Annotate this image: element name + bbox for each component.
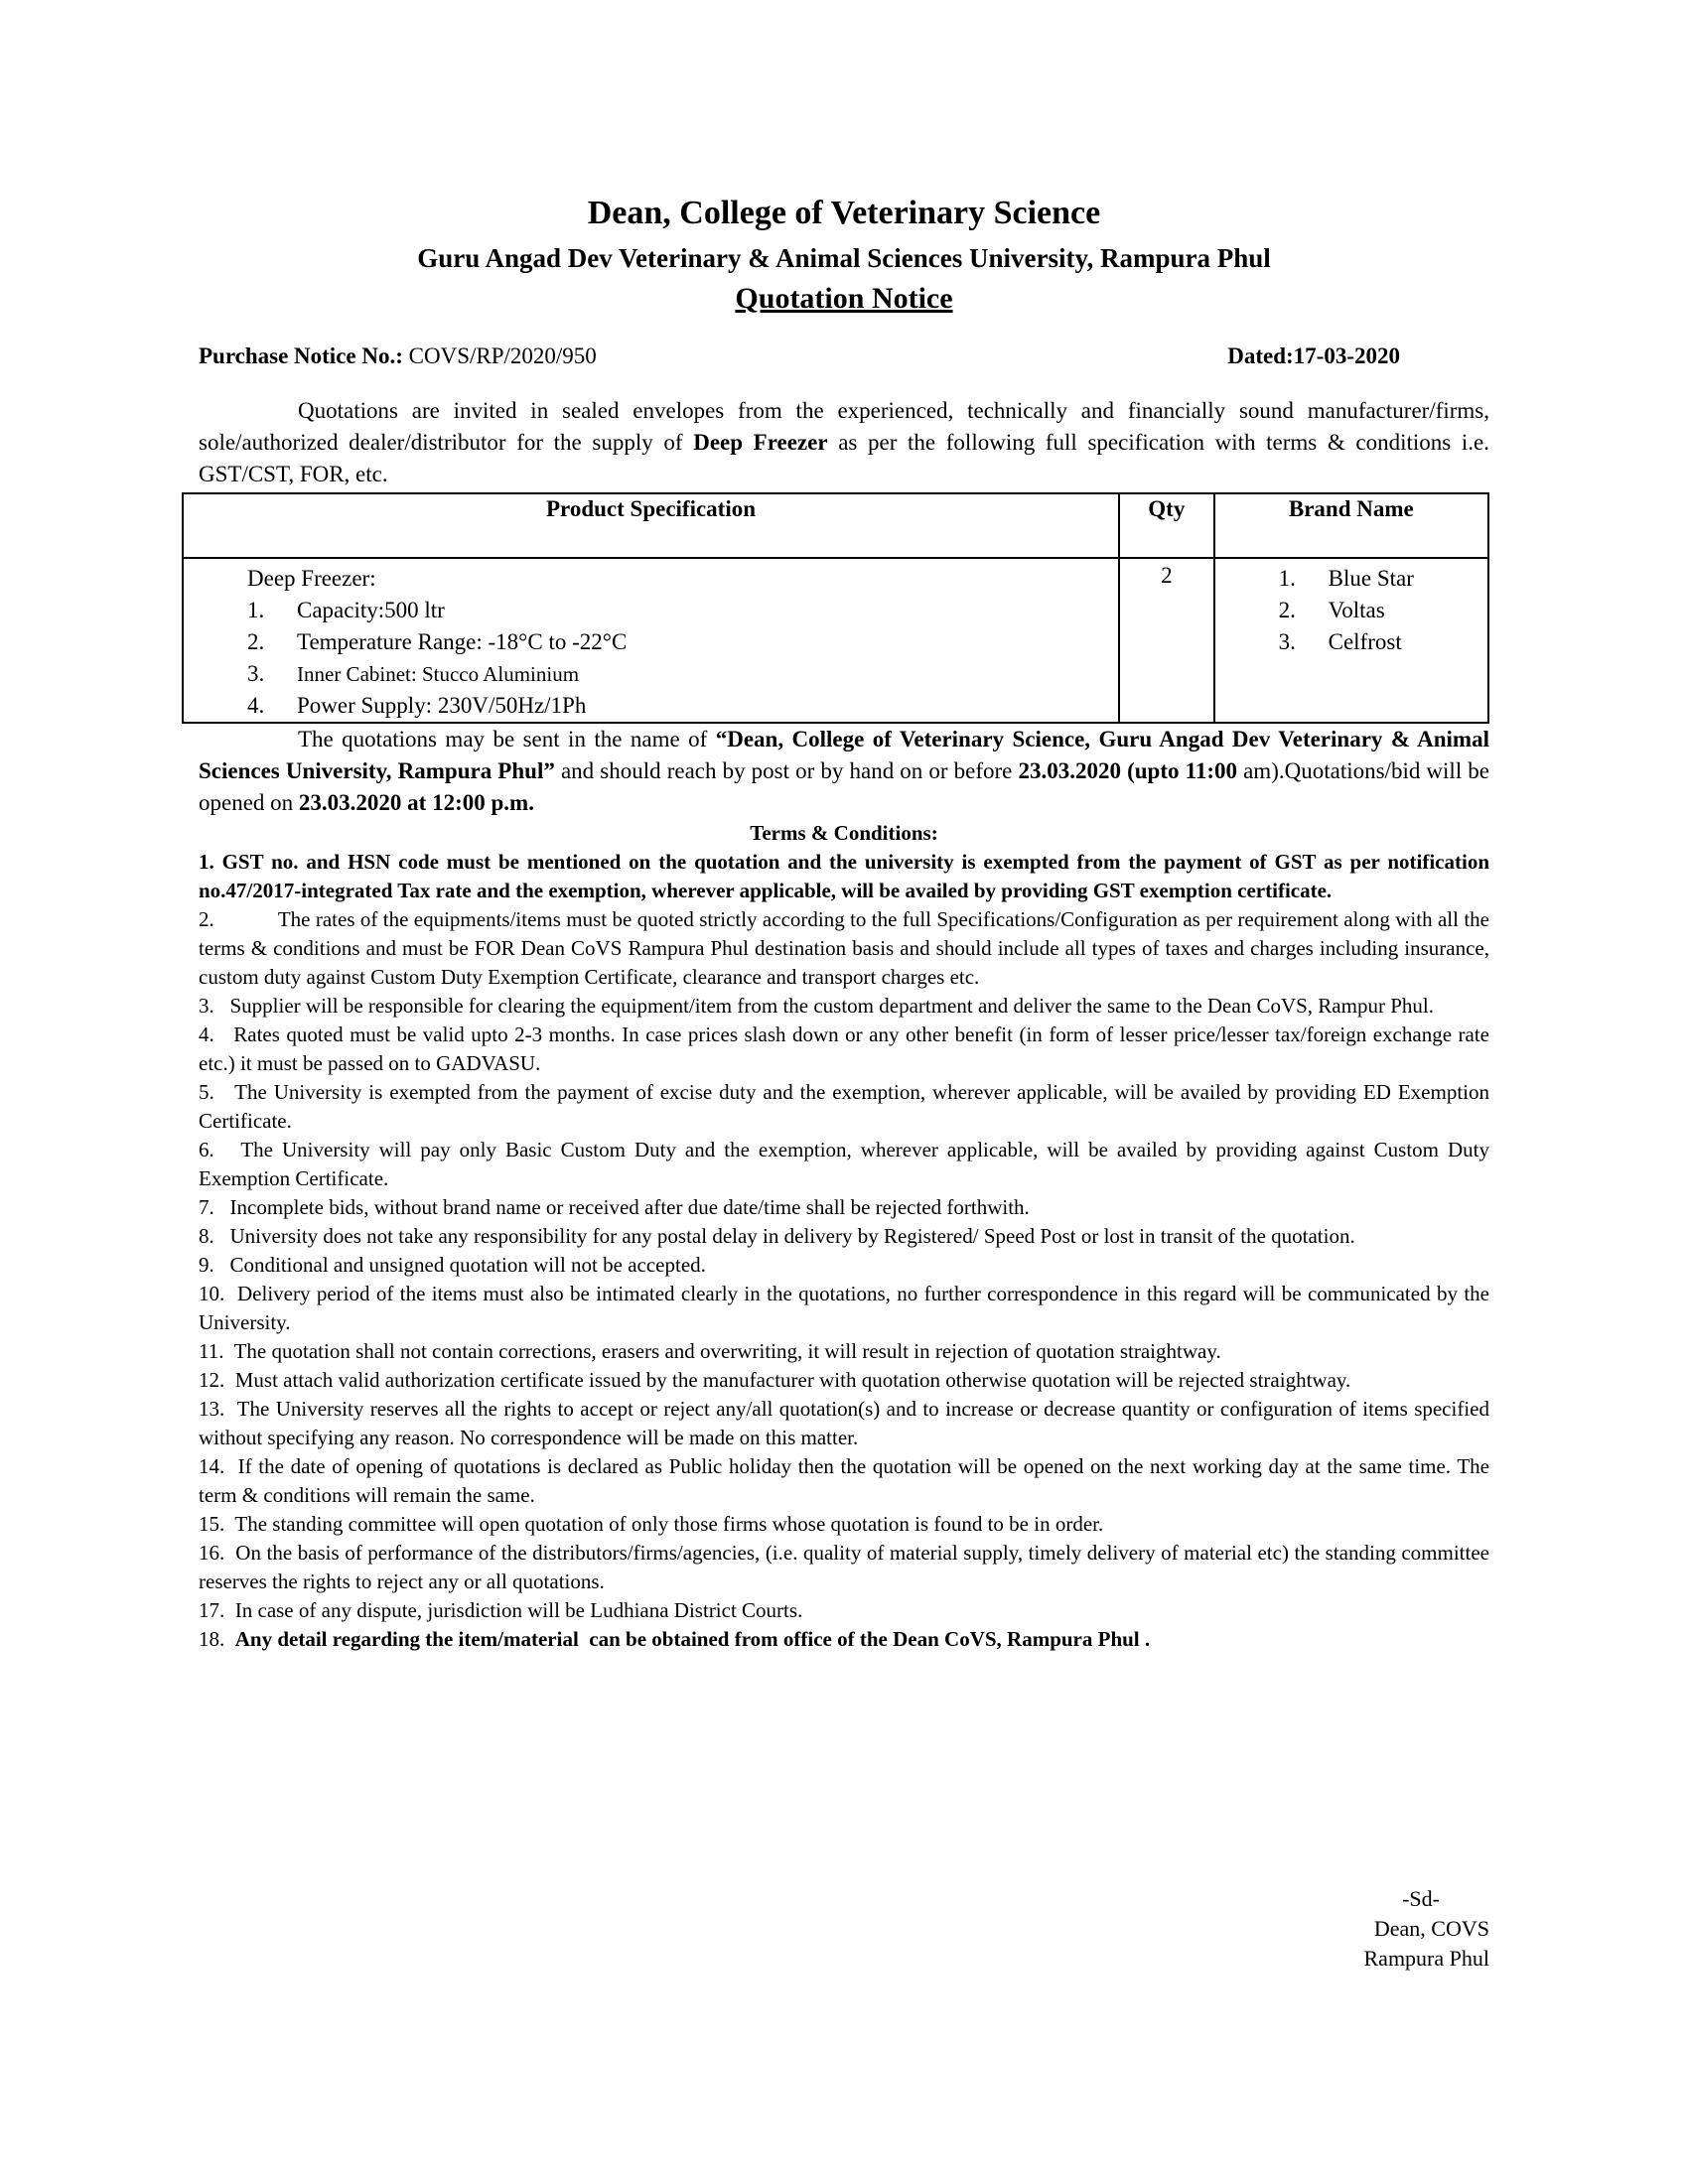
term-item: 11. The quotation shall not contain corrections, erasers and overwriting, it will result in rejection of quotation straightway. bbox=[199, 1339, 1221, 1364]
brand-item bbox=[1279, 626, 1487, 658]
header-qty: Qty bbox=[1119, 493, 1214, 558]
submission-paragraph bbox=[199, 724, 1489, 819]
document-title: Dean, College of Veterinary Science bbox=[587, 195, 1101, 231]
spec-number: 1. bbox=[247, 598, 265, 623]
notice-meta bbox=[199, 343, 1489, 369]
spec-item bbox=[247, 595, 1118, 626]
terms-list bbox=[199, 848, 1495, 1654]
term-item: 14. If the date of opening of quotations is declared as Public holiday then the quotation will be opened on the next working day at the same time. The term & conditions will remain the same. bbox=[199, 1454, 1495, 1508]
spec-number: 2. bbox=[247, 629, 265, 655]
purchase-label: Purchase Notice No.: bbox=[199, 343, 403, 369]
spec-item bbox=[247, 626, 1118, 658]
term-18-number: 18. bbox=[199, 1627, 235, 1652]
term-item: 12. Must attach valid authorization certificate issued by the manufacturer with quotation otherwise quotation will be rejected straightway. bbox=[199, 1368, 1351, 1393]
term-item: 8. University does not take any responsibility for any postal delay in delivery by Registered/ Speed Post or lost in transit of the quotation. bbox=[199, 1224, 1355, 1249]
brand-number: 2. bbox=[1278, 598, 1296, 623]
submission-text-1: The quotations may be sent in the name of bbox=[298, 727, 716, 752]
term-item: 16. On the basis of performance of the distributors/firms/agencies, (i.e. quality of material supply, timely delivery of material etc) the standing committee reserves the rights to reject any or all quotations. bbox=[199, 1541, 1495, 1594]
signature-sd: -Sd- bbox=[1402, 1886, 1440, 1911]
intro-item: Deep Freezer bbox=[693, 430, 828, 456]
table-row bbox=[183, 558, 1488, 723]
submission-text-3: am).Quotations/bid will be opened on bbox=[199, 758, 1490, 816]
term-item: 10. Delivery period of the items must also be intimated clearly in the quotations, no further correspondence in this regard will be communicated by the University. bbox=[199, 1282, 1495, 1335]
term-item: 17. In case of any dispute, jurisdiction will be Ludhiana District Courts. bbox=[199, 1598, 803, 1623]
spec-number: 3. bbox=[247, 661, 265, 687]
brand-cell bbox=[1214, 558, 1488, 723]
header-product-specification: Product Specification bbox=[183, 493, 1119, 558]
submission-text-2: and should reach by post or by hand on or before bbox=[554, 758, 1019, 784]
brand-number: 3. bbox=[1278, 629, 1296, 655]
brand-text: Celfrost bbox=[1328, 629, 1402, 655]
term-item: 4. Rates quoted must be valid upto 2-3 months. In case prices slash down or any other benefit (in form of lesser price/lesser tax/foreign exchange rate etc.) it must be passed on to GADVASU. bbox=[199, 1023, 1495, 1076]
term-item: 5. The University is exempted from the payment of excise duty and the exemption, wherever applicable, will be availed by providing ED Exemption Certificate. bbox=[199, 1080, 1495, 1134]
term-item: 2. The rates of the equipments/items must be quoted strictly according to the full Specifications/Configuration as per requirement along with all the terms & conditions and must be FOR Dean CoVS Rampura Phul destination basis and should include all types of taxes and charges including insurance, custom duty against Custom Duty Exemption Certificate, clearance and transport charges etc. bbox=[199, 907, 1495, 990]
term-item: 9. Conditional and unsigned quotation will not be accepted. bbox=[199, 1253, 706, 1278]
notice-date: Dated:17-03-2020 bbox=[1227, 343, 1400, 369]
product-specification-cell bbox=[183, 558, 1119, 723]
brand-text: Blue Star bbox=[1328, 566, 1414, 592]
terms-heading: Terms & Conditions: bbox=[750, 821, 938, 846]
spec-item bbox=[247, 658, 1118, 690]
term-item: 3. Supplier will be responsible for clearing the equipment/item from the custom department and deliver the same to the Dean CoVS, Rampur Phul. bbox=[199, 994, 1434, 1019]
intro-paragraph bbox=[199, 395, 1489, 490]
purchase-notice-number bbox=[199, 343, 597, 369]
brand-item bbox=[1279, 563, 1487, 595]
opening-date: 23.03.2020 at 12:00 p.m. bbox=[298, 790, 534, 816]
spec-text: Capacity:500 ltr bbox=[297, 598, 445, 623]
notice-title: Quotation Notice bbox=[735, 282, 953, 316]
qty-cell: 2 bbox=[1119, 558, 1214, 723]
university-name: Guru Angad Dev Veterinary & Animal Sciences University, Rampura Phul bbox=[417, 243, 1271, 274]
spec-text: Inner Cabinet: Stucco Aluminium bbox=[297, 662, 580, 687]
product-name: Deep Freezer: bbox=[247, 566, 376, 592]
brand-list bbox=[1279, 563, 1487, 658]
term-item-18 bbox=[199, 1625, 1489, 1654]
term-item: 1. GST no. and HSN code must be mentioned on the quotation and the university is exempted from the payment of GST as per notification no.47/2017-integrated Tax rate and the exemption, wherever applicable, will be availed by providing GST exemption certificate. bbox=[199, 850, 1489, 903]
header-brand-name: Brand Name bbox=[1214, 493, 1488, 558]
specification-table bbox=[182, 492, 1489, 724]
table-header-row bbox=[183, 493, 1488, 558]
spec-number: 4. bbox=[247, 693, 265, 719]
spec-text: Temperature Range: -18°C to -22°C bbox=[297, 629, 628, 655]
spec-text: Power Supply: 230V/50Hz/1Ph bbox=[297, 693, 587, 719]
document-page bbox=[199, 194, 1495, 1971]
term-item: 15. The standing committee will open quotation of only those firms whose quotation is found to be in order. bbox=[199, 1512, 1104, 1537]
term-18-text: Any detail regarding the item/material can be obtained from office of the Dean CoVS, Rampura Phul . bbox=[234, 1627, 1151, 1652]
intro-text-2: as per the following full specification with terms & conditions i.e. GST/CST, FOR, etc. bbox=[199, 430, 1489, 487]
term-item: 13. The University reserves all the rights to accept or reject any/all quotation(s) and to increase or decrease quantity or configuration of items specified without specifying any reason. No correspondence will be made on this matter. bbox=[199, 1397, 1495, 1450]
signature-location: Rampura Phul bbox=[1363, 1946, 1489, 1971]
term-item: 6. The University will pay only Basic Custom Duty and the exemption, wherever applicable, will be availed by providing against Custom Duty Exemption Certificate. bbox=[199, 1138, 1495, 1191]
purchase-number: COVS/RP/2020/950 bbox=[402, 343, 597, 369]
term-item: 7. Incomplete bids, without brand name or received after due date/time shall be rejected forthwith. bbox=[199, 1195, 1030, 1220]
spec-item bbox=[247, 690, 1118, 722]
submission-deadline: 23.03.2020 (upto 11:00 bbox=[1018, 758, 1237, 784]
intro-text-1: Quotations are invited in sealed envelopes from the experienced, technically and financially sound manufacturer/firms, sole/authorized dealer/distributor for the supply of bbox=[199, 398, 1489, 456]
spec-list bbox=[247, 595, 1118, 722]
brand-number: 1. bbox=[1278, 566, 1296, 592]
signature-title: Dean, COVS bbox=[1373, 1916, 1489, 1941]
submission-addressee: “Dean, College of Veterinary Science, Guru Angad Dev Veterinary & Animal Sciences University, Rampura Phul” bbox=[199, 727, 1489, 784]
brand-text: Voltas bbox=[1328, 598, 1385, 623]
brand-item bbox=[1279, 595, 1487, 626]
signature-block bbox=[1364, 1884, 1490, 1974]
